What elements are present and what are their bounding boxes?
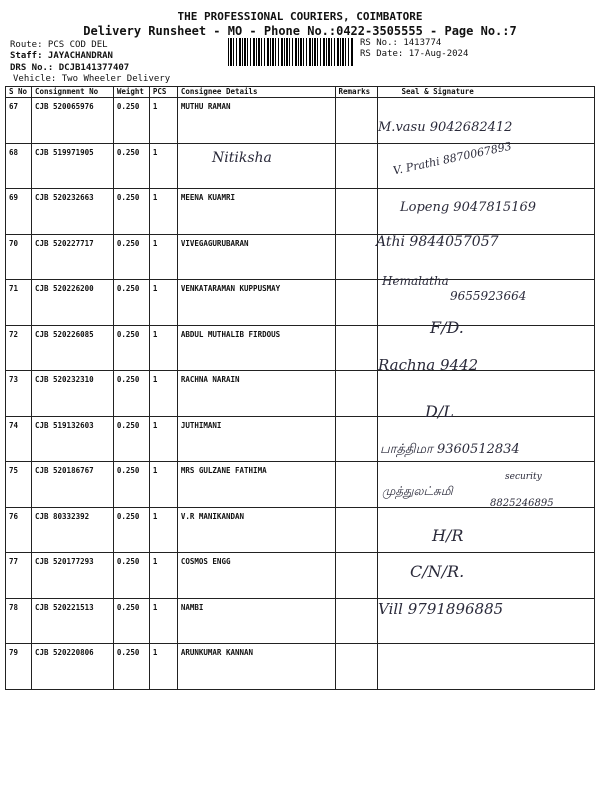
cell-consignee: MEENA KUAMRI <box>177 189 335 235</box>
cell-pcs: 1 <box>149 325 177 371</box>
cell-pcs: 1 <box>149 644 177 690</box>
drs-number: DRS No.: DCJB141377407 <box>10 63 130 73</box>
signature-76-phone: 8825246895 <box>490 498 554 509</box>
cell-cno: CJB 520226085 <box>31 325 113 371</box>
cell-cno: CJB 80332392 <box>31 507 113 553</box>
cell-pcs: 1 <box>149 371 177 417</box>
cell-remarks <box>335 644 377 690</box>
cell-consignee: NAMBI <box>177 598 335 644</box>
cell-pcs: 1 <box>149 189 177 235</box>
cell-pcs: 1 <box>149 416 177 462</box>
table-row <box>6 234 595 280</box>
cell-sno: 70 <box>6 234 32 280</box>
cell-pcs: 1 <box>149 507 177 553</box>
route-label: Route: PCS COD DEL <box>10 40 108 50</box>
table-row <box>6 553 595 599</box>
cell-remarks <box>335 598 377 644</box>
cell-weight: 0.250 <box>113 143 149 189</box>
col-remarks: Remarks <box>335 87 377 98</box>
cell-sno: 76 <box>6 507 32 553</box>
cell-remarks <box>335 462 377 508</box>
table-row <box>6 598 595 644</box>
col-pcs: PCS <box>149 87 177 98</box>
cell-sno: 74 <box>6 416 32 462</box>
cell-weight: 0.250 <box>113 280 149 326</box>
cell-remarks <box>335 325 377 371</box>
cell-sno: 69 <box>6 189 32 235</box>
barcode-icon <box>228 38 354 66</box>
cell-remarks <box>335 98 377 144</box>
cell-cno: CJB 519971905 <box>31 143 113 189</box>
cell-cno: CJB 520065976 <box>31 98 113 144</box>
cell-consignee: ABDUL MUTHALIB FIRDOUS <box>177 325 335 371</box>
table-row <box>6 507 595 553</box>
cell-cno: CJB 520232663 <box>31 189 113 235</box>
cell-sig <box>377 644 595 690</box>
cell-weight: 0.250 <box>113 189 149 235</box>
cell-sno: 75 <box>6 462 32 508</box>
cell-weight: 0.250 <box>113 325 149 371</box>
cell-weight: 0.250 <box>113 598 149 644</box>
cell-cno: CJB 520226200 <box>31 280 113 326</box>
col-weight: Weight <box>113 87 149 98</box>
cell-cno: CJB 520220806 <box>31 644 113 690</box>
signature-73: Rachna 9442 <box>378 356 479 374</box>
cell-consignee: VENKATARAMAN KUPPUSMAY <box>177 280 335 326</box>
cell-remarks <box>335 234 377 280</box>
cell-cno: CJB 520177293 <box>31 553 113 599</box>
remark-77: H/R <box>432 526 464 545</box>
cell-remarks <box>335 416 377 462</box>
cell-consignee: MUTHU RAMAN <box>177 98 335 144</box>
cell-cno: CJB 519132603 <box>31 416 113 462</box>
cell-consignee: VIVEGAGURUBARAN <box>177 234 335 280</box>
runsheet-table <box>5 86 595 690</box>
cell-sno: 71 <box>6 280 32 326</box>
cell-pcs: 1 <box>149 598 177 644</box>
cell-sno: 68 <box>6 143 32 189</box>
vehicle-label: Vehicle: Two Wheeler Delivery <box>13 74 171 84</box>
col-consignment: Consignment No <box>31 87 113 98</box>
cell-cno: CJB 520186767 <box>31 462 113 508</box>
signature-76-name: முத்துலட்சுமி <box>382 484 453 498</box>
cell-consignee: ARUNKUMAR KANNAN <box>177 644 335 690</box>
signature-69: Lopeng 9047815169 <box>400 200 537 215</box>
signature-71-name: Hemalatha <box>382 274 449 288</box>
company-title: THE PROFESSIONAL COURIERS, COIMBATORE <box>177 10 423 23</box>
table-row <box>6 644 595 690</box>
rs-number: RS No.: 1413774 <box>360 38 442 48</box>
cell-consignee: RACHNA NARAIN <box>177 371 335 417</box>
cell-remarks <box>335 143 377 189</box>
signature-67: M.vasu 9042682412 <box>378 120 513 135</box>
cell-consignee: COSMOS ENGG <box>177 553 335 599</box>
cell-cno: CJB 520221513 <box>31 598 113 644</box>
cell-weight: 0.250 <box>113 644 149 690</box>
cell-cno: CJB 520232310 <box>31 371 113 417</box>
cell-pcs: 1 <box>149 462 177 508</box>
cell-pcs: 1 <box>149 553 177 599</box>
cell-remarks <box>335 189 377 235</box>
cell-remarks <box>335 280 377 326</box>
cell-sig <box>377 507 595 553</box>
cell-weight: 0.250 <box>113 98 149 144</box>
table-header-row <box>6 87 595 98</box>
cell-cno: CJB 520227717 <box>31 234 113 280</box>
signature-70: Athi 9844057057 <box>376 234 499 250</box>
col-sno: S No <box>6 87 32 98</box>
cell-remarks <box>335 371 377 417</box>
cell-weight: 0.250 <box>113 371 149 417</box>
cell-consignee: JUTHIMANI <box>177 416 335 462</box>
col-signature: Seal & Signature <box>377 87 595 98</box>
signature-68: V. Prathi 8870067893 <box>391 139 513 178</box>
cell-pcs: 1 <box>149 98 177 144</box>
signature-76-note: security <box>505 472 542 482</box>
cell-weight: 0.250 <box>113 507 149 553</box>
cell-weight: 0.250 <box>113 553 149 599</box>
cell-pcs: 1 <box>149 234 177 280</box>
table-row <box>6 325 595 371</box>
cell-weight: 0.250 <box>113 416 149 462</box>
runsheet-subtitle: Delivery Runsheet - MO - Phone No.:0422-3505555 - Page No.:7 <box>83 24 517 38</box>
cell-sno: 79 <box>6 644 32 690</box>
cell-consignee: V.R MANIKANDAN <box>177 507 335 553</box>
remark-74: D/L <box>425 402 454 421</box>
remark-72: F/D. <box>430 318 464 337</box>
cell-sno: 78 <box>6 598 32 644</box>
cell-sig <box>377 371 595 417</box>
signature-75: பாத்திமா 9360512834 <box>380 442 520 457</box>
remark-78: C/N/R. <box>410 562 465 581</box>
rs-date: RS Date: 17-Aug-2024 <box>360 49 469 59</box>
cell-sno: 72 <box>6 325 32 371</box>
cell-sno: 77 <box>6 553 32 599</box>
signature-79: Vill 9791896885 <box>378 600 504 618</box>
cell-consignee: MRS GULZANE FATHIMA <box>177 462 335 508</box>
cell-remarks <box>335 507 377 553</box>
col-consignee: Consignee Details <box>177 87 335 98</box>
cell-weight: 0.250 <box>113 234 149 280</box>
cell-pcs: 1 <box>149 143 177 189</box>
staff-label: Staff: JAYACHANDRAN <box>10 51 113 61</box>
signature-71-phone: 9655923664 <box>450 289 527 303</box>
cell-sno: 67 <box>6 98 32 144</box>
handwritten-name-68: Nitiksha <box>212 150 272 166</box>
cell-weight: 0.250 <box>113 462 149 508</box>
cell-pcs: 1 <box>149 280 177 326</box>
cell-sno: 73 <box>6 371 32 417</box>
cell-remarks <box>335 553 377 599</box>
table-row <box>6 371 595 417</box>
